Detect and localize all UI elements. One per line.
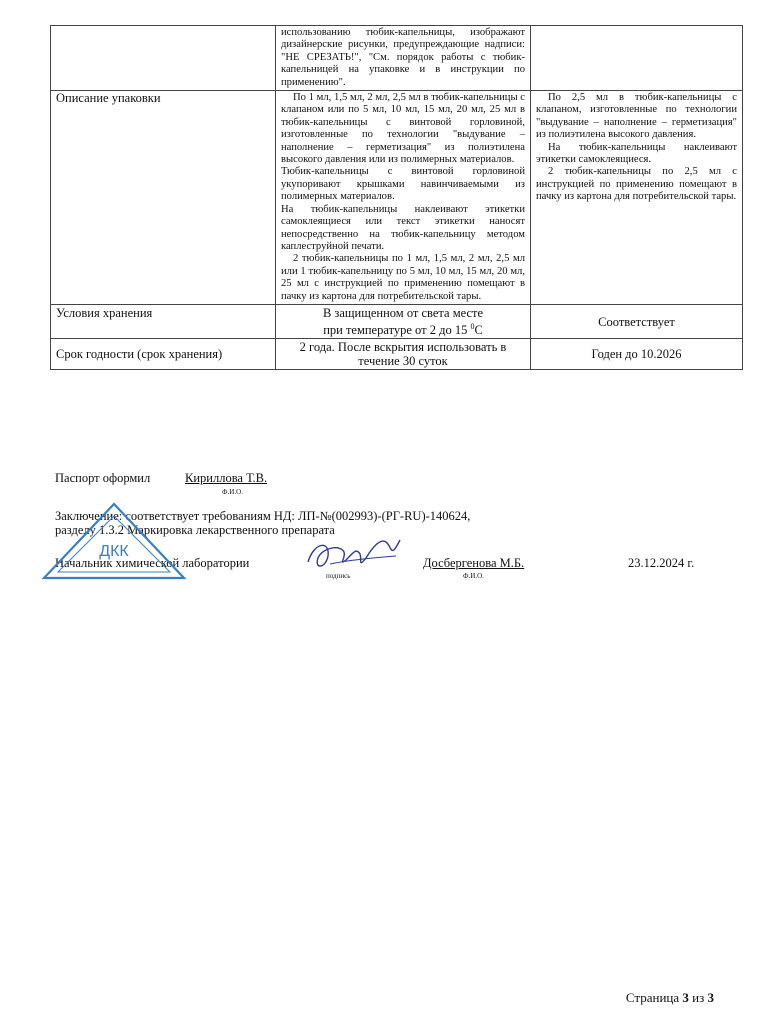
head-fio-caption: Ф.И.О.	[463, 572, 484, 580]
packaging-result-p2: На тюбик-капельницы наклеивают этикетки самоклеящиеся.	[536, 141, 737, 166]
passport-fio-caption: Ф.И.О.	[222, 488, 243, 496]
signature-caption: подпись	[326, 572, 351, 580]
conclusion-line1: Заключение: соответствует требованиям НД: ЛП-№(002993)-(РГ-RU)-140624,	[55, 509, 471, 523]
head-name: Досбергенова М.Б.	[423, 556, 525, 570]
table-row-storage	[51, 304, 743, 338]
page-number: Страница 3 из 3	[625, 990, 714, 1005]
stamp-icon	[40, 500, 188, 582]
continued-spec-cell: использованию тюбик-капельницы, изображают дизайнерские рисунки, предупреждающие надписи: "НЕ СРЕЗАТЬ!", "См. порядок работы с тюбик-капельницей на упаковке и в инструкции по применению".	[276, 26, 531, 91]
page-current: 3	[682, 990, 689, 1005]
packaging-label: Описание упаковки	[51, 91, 276, 305]
passport-label: Паспорт оформил	[55, 471, 151, 485]
storage-spec-cell	[276, 304, 531, 338]
table-row-packaging	[51, 91, 743, 305]
packaging-spec-p4: 2 тюбик-капельницы по 1 мл, 1,5 мл, 2 мл, 2,5 мл или 1 тюбик-капельницу по 5 мл, 10 мл, 15 мл, 20 мл, 25 мл с инструкцией по применению помещают в пачку из картона для потребительской тары.	[281, 253, 525, 302]
packaging-result-cell	[531, 91, 743, 305]
specification-table	[50, 25, 743, 370]
shelf-life-result: Годен до 10.2026	[531, 339, 743, 370]
packaging-result-p3: 2 тюбик-капельницы по 2,5 мл с инструкцией по применению помещают в пачку из картона для потребительской тары.	[536, 166, 737, 203]
storage-spec-line1: В защищенном от света месте	[322, 305, 484, 320]
signature-underline	[330, 556, 396, 564]
passport-name: Кириллова Т.В.	[185, 471, 268, 485]
page-total: 3	[707, 990, 714, 1005]
shelf-life-label: Срок годности (срок хранения)	[51, 339, 276, 370]
packaging-spec-p2: Тюбик-капельницы с винтовой горловиной укупоривают крышками навинчиваемыми из полимерных материалов.	[281, 166, 525, 203]
signature-icon	[300, 530, 410, 580]
packaging-spec-p1: По 1 мл, 1,5 мл, 2 мл, 2,5 мл в тюбик-капельницы с клапаном или по 5 мл, 10 мл, 15 мл, 20 мл, 25 мл в тюбик-капельницы с винтовой горловиной, изготовленные по технологии "выдувание – наполнение – герметизация" из полиэтилена высокого давления или из полимерных материалов.	[281, 92, 525, 166]
storage-spec-line2: при температуре от 2 до 15	[323, 323, 471, 338]
table-row-continued	[51, 26, 743, 91]
storage-unit: С	[474, 323, 483, 338]
packaging-spec-p3: На тюбик-капельницы наклеивают этикетки самоклеящиеся или текст этикетки наносят непосредственно на тюбик-капельницу методом каплеструйной печати.	[281, 203, 525, 252]
conclusion-line2: разделу 1.3.2 Маркировка лекарственного препарата	[55, 523, 335, 537]
shelf-life-spec: 2 года. После вскрытия использовать в течение 30 суток	[276, 339, 531, 370]
table-row-shelf-life	[51, 339, 743, 370]
signature-stroke	[308, 540, 400, 566]
packaging-result-p1: По 2,5 мл в тюбик-капельницы с клапаном, изготовленные по технологии "выдувание – наполнение – герметизация" из полиэтилена высокого давления.	[536, 92, 737, 141]
storage-result: Соответствует	[531, 304, 743, 338]
storage-label: Условия хранения	[51, 304, 276, 338]
sign-date: 23.12.2024 г.	[628, 556, 695, 570]
degree-sup: 0	[470, 321, 475, 331]
head-label: Начальник химической лаборатории	[55, 556, 250, 570]
stamp-text: ДКК	[99, 543, 129, 560]
stamp-outer-triangle	[44, 504, 184, 578]
packaging-spec-cell	[276, 91, 531, 305]
